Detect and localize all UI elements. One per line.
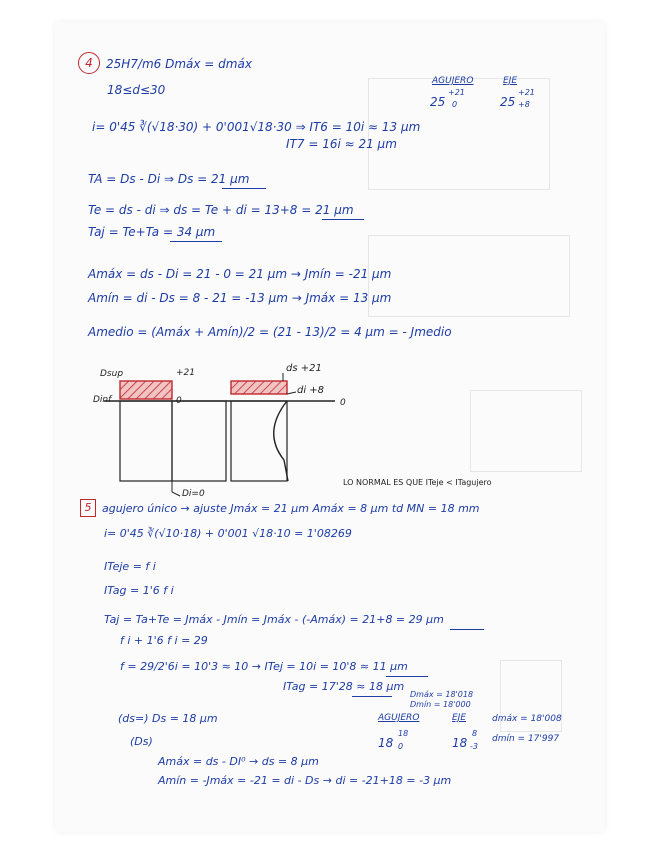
- shaft-profile: [274, 401, 288, 481]
- calc-line: Amín = di - Ds = 8 - 21 = -13 μm → Jmáx = 13 μm: [88, 291, 392, 305]
- dmin-value: dmín = 17'997: [492, 734, 560, 744]
- hole-body: [120, 401, 172, 481]
- eje-lower: -3: [470, 742, 478, 751]
- agujero-upper: 18: [398, 729, 409, 738]
- underline: [386, 676, 428, 677]
- calc-line: IT7 = 16i ≈ 21 μm: [286, 137, 397, 151]
- calc-line: ITag = 1'6 f i: [104, 584, 174, 597]
- hole-body-right: [172, 401, 226, 481]
- agujero-label: AGUJERO: [432, 76, 474, 86]
- eje-label: EJE: [503, 76, 518, 86]
- underline: [450, 629, 484, 630]
- calc-line: (ds=) Ds = 18 μm: [118, 712, 218, 725]
- calc-line: Amedio = (Amáx + Amín)/2 = (21 - 13)/2 = 4 μm = - Jmedio: [88, 325, 452, 339]
- calc-line: (Ds): [130, 735, 153, 748]
- dsup-label: Dsup: [100, 369, 124, 379]
- agujero-label: AGUJERO: [378, 713, 420, 723]
- zero-right-label: 0: [340, 398, 346, 408]
- problem-4-range: 18≤d≤30: [107, 83, 166, 97]
- agujero-value: 25: [430, 95, 446, 109]
- problem-5-number: 5: [80, 499, 96, 517]
- agujero-lower: 0: [452, 100, 458, 109]
- dmin-note: Dmín = 18'000: [410, 700, 471, 709]
- calc-line: Taj = Ta+Te = Jmáx - Jmín = Jmáx - (-Amáx) = 21+8 = 29 μm: [104, 613, 444, 626]
- eje-value: 25: [500, 95, 516, 109]
- calc-line: i= 0'45 ∛(√18·30) + 0'001√18·30 ⇒ IT6 = 10i ≈ 13 μm: [92, 120, 421, 134]
- eje-value: 18: [452, 736, 468, 750]
- problem-4-header: 25H7/m6 Dmáx = dmáx: [106, 57, 252, 71]
- agujero-value: 18: [378, 736, 394, 750]
- hole-tolerance-zone: [120, 381, 172, 399]
- dmax-value: dmáx = 18'008: [492, 714, 562, 724]
- calc-line: TA = Ds - Di ⇒ Ds = 21 μm: [88, 172, 250, 186]
- eje-upper: 8: [472, 729, 478, 738]
- calc-line: Taj = Te+Ta = 34 μm: [88, 225, 216, 239]
- agujero-upper: +21: [448, 88, 465, 97]
- calc-line: Amáx = ds - DI⁰ → ds = 8 μm: [158, 755, 319, 768]
- calc-line: Te = ds - di ⇒ ds = Te + di = 13+8 = 21 μm: [88, 203, 354, 217]
- underline: [352, 696, 392, 697]
- calc-line: ITag = 17'28 ≈ 18 μm: [283, 680, 405, 693]
- zero-label: 0: [176, 396, 182, 406]
- dmax-note: Dmáx = 18'018: [410, 690, 474, 699]
- note-it-eje: LO NORMAL ES QUE ITeje < ITagujero: [343, 478, 492, 487]
- calc-line: f = 29/2'6i = 10'3 ≈ 10 → ITej = 10i = 10'8 ≈ 11 μm: [120, 660, 408, 673]
- ds-label: ds +21: [286, 363, 322, 374]
- calc-line: Amáx = ds - Di = 21 - 0 = 21 μm → Jmín = -21 μm: [88, 267, 392, 281]
- problem-4-number: 4: [78, 52, 100, 74]
- eje-upper: +21: [518, 88, 535, 97]
- agujero-lower: 0: [398, 742, 404, 751]
- dinf-label: Dinf: [93, 395, 112, 405]
- calc-line: Amín = -Jmáx = -21 = di - Ds → di = -21+18 = -3 μm: [158, 774, 452, 787]
- calc-line: f i + 1'6 f i = 29: [120, 634, 208, 647]
- calc-line: agujero único → ajuste Jmáx = 21 μm Amáx = 8 μm td MN = 18 mm: [102, 502, 480, 515]
- di-label: di +8: [297, 385, 325, 396]
- di-zero-arrow: [172, 481, 180, 496]
- di-leader: [287, 392, 296, 394]
- calc-line: i= 0'45 ∛(√10·18) + 0'001 √18·10 = 1'08269: [104, 527, 352, 540]
- dsup-value: +21: [176, 368, 195, 378]
- eje-lower: +8: [518, 100, 530, 109]
- di-zero-label: Di=0: [182, 489, 205, 499]
- calc-line: ITeje = f i: [104, 560, 156, 573]
- shaft-tolerance-zone: [231, 381, 287, 394]
- eje-label: EJE: [452, 713, 467, 723]
